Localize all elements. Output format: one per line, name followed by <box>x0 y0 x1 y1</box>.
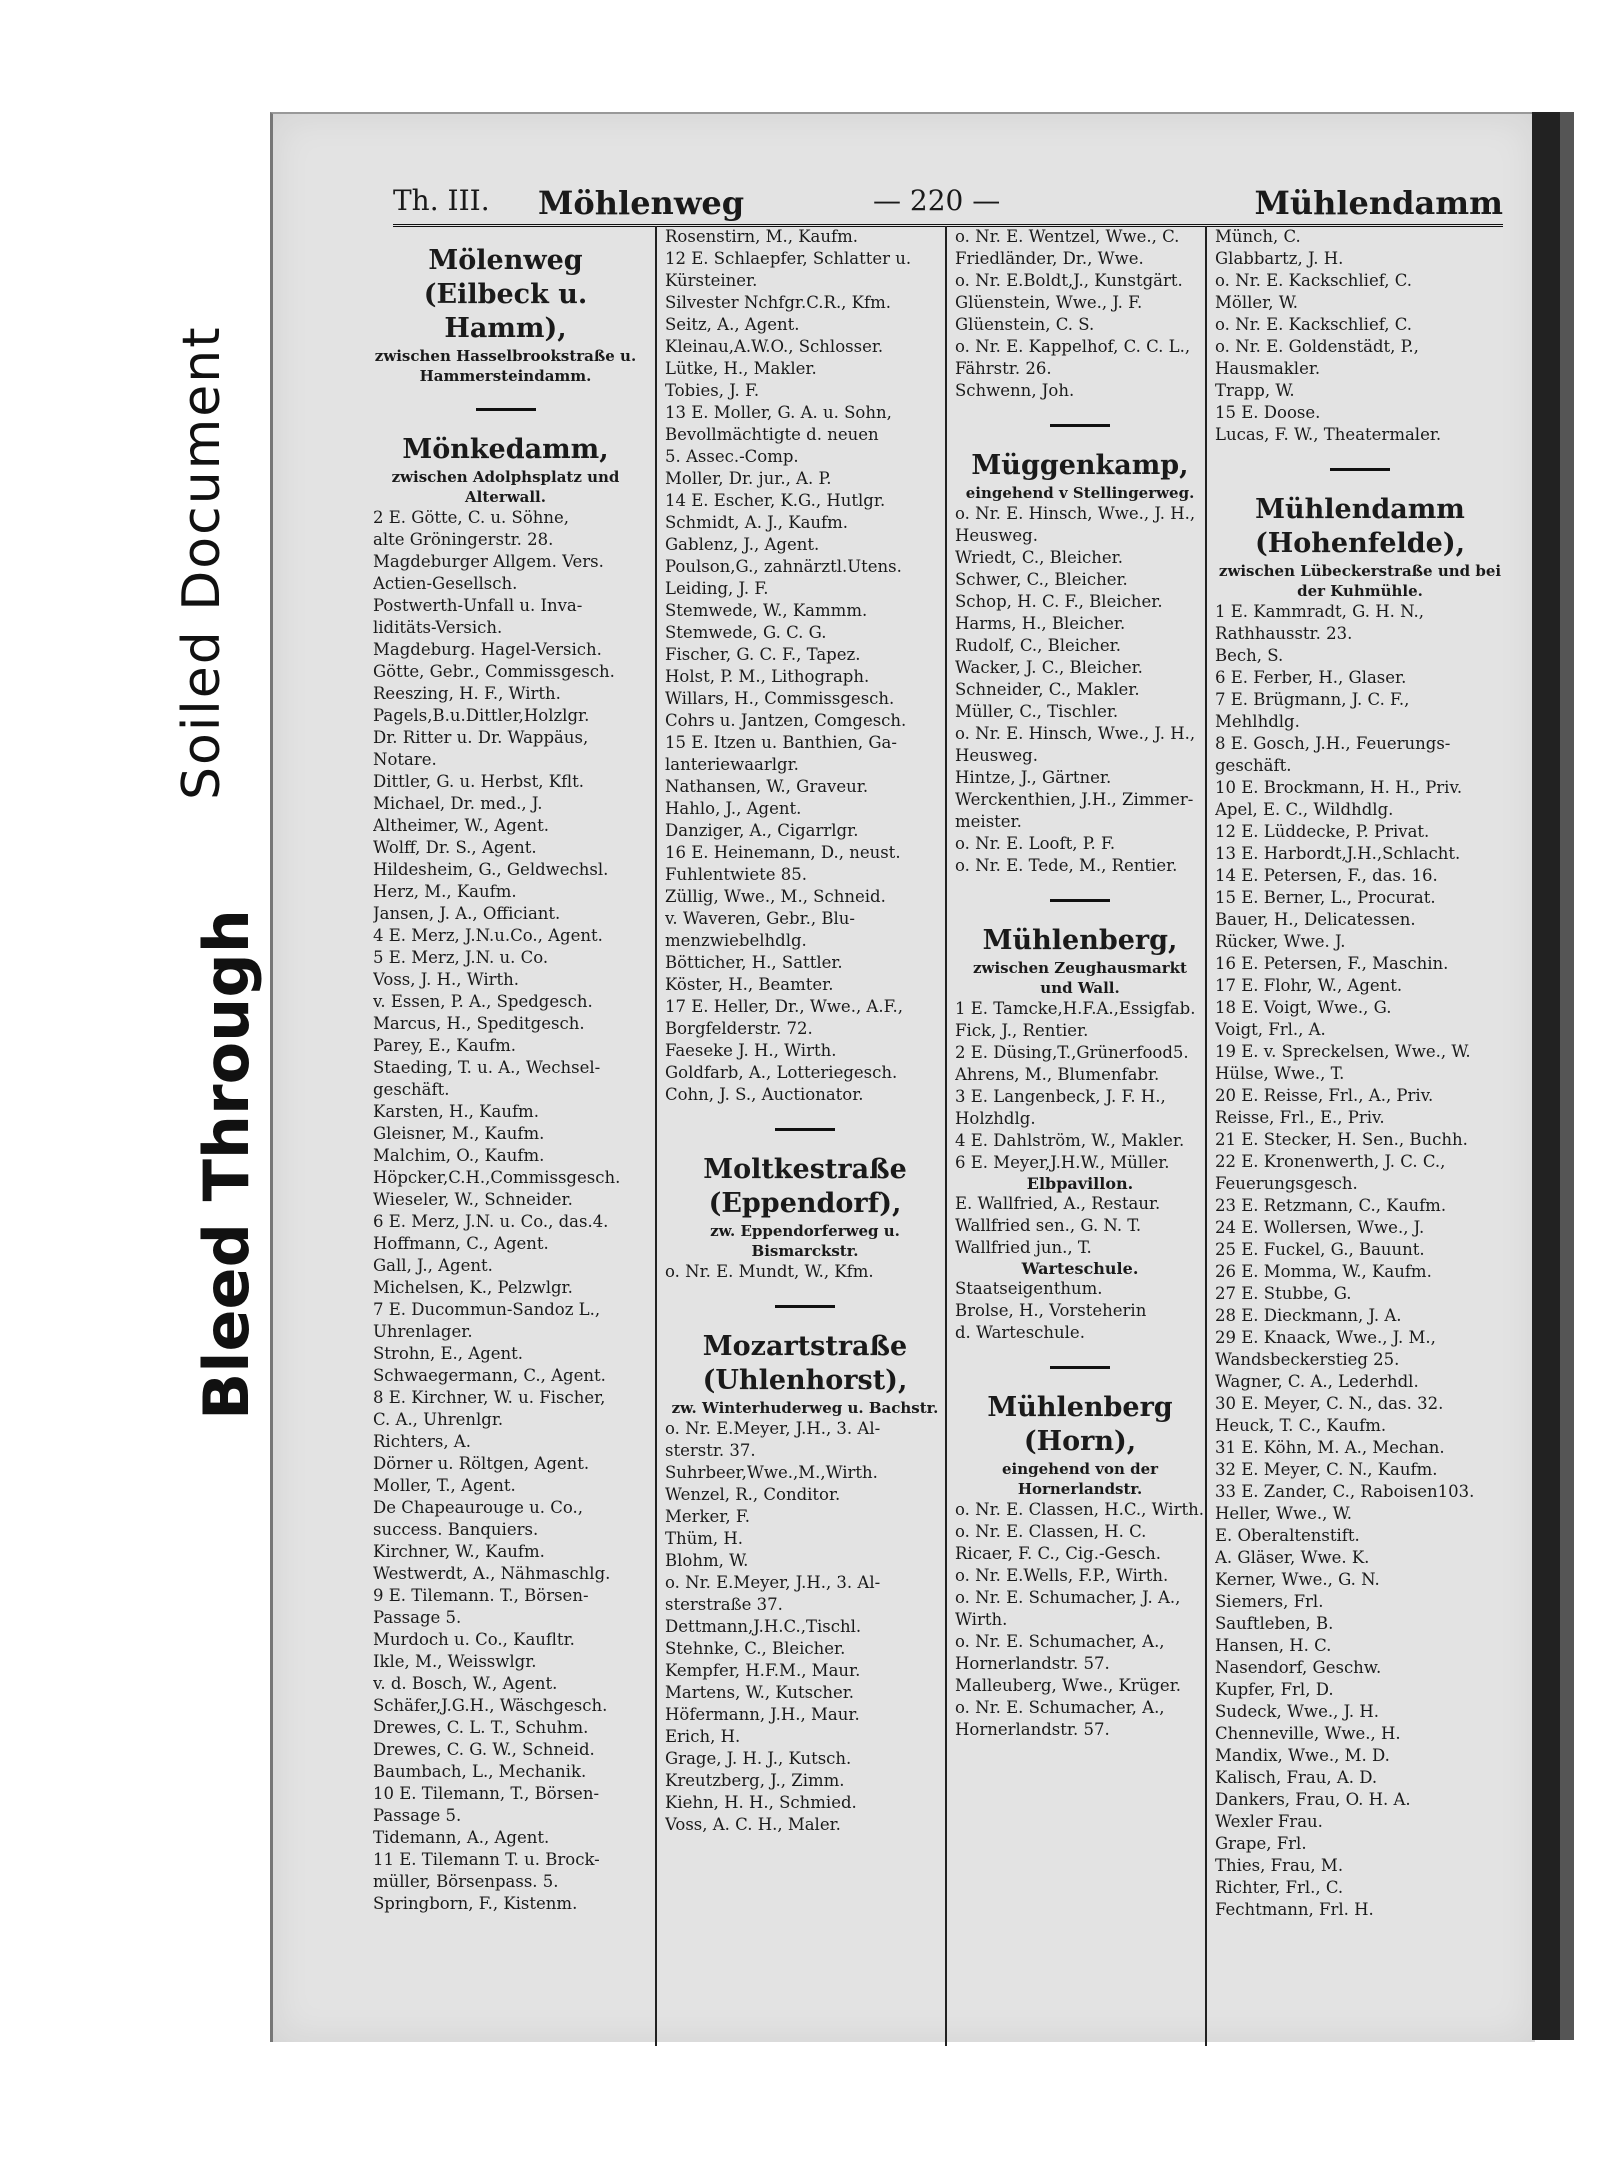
directory-entry: A. Gläser, Wwe. K. <box>1215 1548 1370 1567</box>
directory-entry: 6 E. Meyer,J.H.W., Müller. <box>955 1153 1170 1172</box>
directory-entry: v. Essen, P. A., Spedgesch. <box>373 992 593 1011</box>
directory-entry: Köster, H., Beamter. <box>665 975 834 994</box>
directory-entry: 6 E. Merz, J.N. u. Co., das.4. <box>373 1212 609 1231</box>
directory-entry: 8 E. Gosch, J.H., Feuerungs- <box>1215 734 1451 753</box>
directory-entry: Holst, P. M., Lithograph. <box>665 667 870 686</box>
directory-entry: Magdeburg. Hagel-Versich. <box>373 640 602 659</box>
directory-entry: Wallfried sen., G. N. T. <box>955 1216 1142 1235</box>
directory-entry: 2 E. Götte, C. u. Söhne, <box>373 508 570 527</box>
directory-entry: 16 E. Heinemann, D., neust. <box>665 843 901 862</box>
directory-entry: geschäft. <box>1215 756 1292 775</box>
directory-entry: Silvester Nchfgr.C.R., Kfm. <box>665 293 891 312</box>
directory-entry: Kirchner, W., Kaufm. <box>373 1542 545 1561</box>
directory-entry: o. Nr. E. Schumacher, A., <box>955 1698 1165 1717</box>
directory-entry: 9 E. Tilemann. T., Börsen- <box>373 1586 589 1605</box>
directory-entry: Nasendorf, Geschw. <box>1215 1658 1382 1677</box>
directory-entry: Fährstr. 26. <box>955 359 1052 378</box>
directory-entry: Altheimer, W., Agent. <box>373 816 550 835</box>
directory-entry: Mehlhdlg. <box>1215 712 1300 731</box>
directory-entry: Richter, Frl., C. <box>1215 1878 1344 1897</box>
directory-entry: Schwaegermann, C., Agent. <box>373 1366 606 1385</box>
directory-entry: Schop, H. C. F., Bleicher. <box>955 592 1163 611</box>
directory-entry: Wacker, J. C., Bleicher. <box>955 658 1143 677</box>
directory-entry: 4 E. Dahlström, W., Makler. <box>955 1131 1185 1150</box>
scan-edge-dark <box>1532 112 1560 2040</box>
directory-entry: v. d. Bosch, W., Agent. <box>373 1674 558 1693</box>
directory-entry: Züllig, Wwe., M., Schneid. <box>665 887 886 906</box>
street-heading: Mühlendamm (Hohenfelde), <box>1254 494 1465 559</box>
directory-entry: Gablenz, J., Agent. <box>665 535 820 554</box>
directory-entry: o. Nr. E. Goldenstädt, P., <box>1215 337 1419 356</box>
directory-entry: Wandsbeckerstieg 25. <box>1215 1350 1400 1369</box>
directory-entry: Kürsteiner. <box>665 271 758 290</box>
header-section: Th. III. <box>393 184 490 217</box>
directory-entry: Malchim, O., Kaufm. <box>373 1146 545 1165</box>
directory-entry: C. A., Uhrenlgr. <box>373 1410 504 1429</box>
directory-entry: Hoffmann, C., Agent. <box>373 1234 549 1253</box>
directory-entry: Apel, E. C., Wildhdlg. <box>1215 800 1394 819</box>
directory-entry: Gleisner, M., Kaufm. <box>373 1124 545 1143</box>
directory-entry: Dittler, G. u. Herbst, Kflt. <box>373 772 584 791</box>
directory-entry: müller, Börsenpass. 5. <box>373 1872 559 1891</box>
directory-entry: Hildesheim, G., Geldwechsl. <box>373 860 609 879</box>
directory-entry: 8 E. Kirchner, W. u. Fischer, <box>373 1388 606 1407</box>
street-heading: Moltkestraße (Eppendorf), <box>703 1154 907 1219</box>
header-right-street: Mühlendamm <box>1254 184 1503 222</box>
directory-entry: Schneider, C., Makler. <box>955 680 1140 699</box>
directory-entry: Ikle, M., Weisswlgr. <box>373 1652 537 1671</box>
directory-entry: v. Waveren, Gebr., Blu- <box>665 909 855 928</box>
directory-entry: Siemers, Frl. <box>1215 1592 1324 1611</box>
directory-entry: Uhrenlager. <box>373 1322 473 1341</box>
directory-entry: Parey, E., Kaufm. <box>373 1036 517 1055</box>
directory-entry: Wenzel, R., Conditor. <box>665 1485 841 1504</box>
directory-entry: Schäfer,J.G.H., Wäschgesch. <box>373 1696 608 1715</box>
directory-entry: o. Nr. E. Kackschlief, C. <box>1215 271 1413 290</box>
directory-entry: Stemwede, G. C. G. <box>665 623 827 642</box>
directory-entry: 31 E. Köhn, M. A., Mechan. <box>1215 1438 1445 1457</box>
directory-entry: Voigt, Frl., A. <box>1215 1020 1326 1039</box>
directory-entry: Jansen, J. A., Officiant. <box>373 904 561 923</box>
directory-entry: sterstraße 37. <box>665 1595 783 1614</box>
directory-entry: o. Nr. E. Hinsch, Wwe., J. H., <box>955 504 1196 523</box>
directory-entry: 16 E. Petersen, F., Maschin. <box>1215 954 1449 973</box>
directory-entry: d. Warteschule. <box>955 1323 1085 1342</box>
directory-entry: Magdeburger Allgem. Vers. <box>373 552 604 571</box>
directory-entry: Blohm, W. <box>665 1551 749 1570</box>
directory-entry: Kempfer, H.F.M., Maur. <box>665 1661 861 1680</box>
directory-entry: 24 E. Wollersen, Wwe., J. <box>1215 1218 1425 1237</box>
street-location: zwischen Hasselbrookstraße u. Hammersteindamm. <box>374 347 637 385</box>
directory-entry: Fechtmann, Frl. H. <box>1215 1900 1374 1919</box>
directory-entry: o. Nr. E.Wells, F.P., Wirth. <box>955 1566 1169 1585</box>
directory-entry: Heusweg. <box>955 746 1038 765</box>
directory-entry: Wriedt, C., Bleicher. <box>955 548 1123 567</box>
directory-entry: 7 E. Brügmann, J. C. F., <box>1215 690 1410 709</box>
directory-entry: Wexler Frau. <box>1215 1812 1323 1831</box>
directory-entry: Schwer, C., Bleicher. <box>955 570 1128 589</box>
directory-entry: Bech, S. <box>1215 646 1284 665</box>
directory-entry: Postwerth-Unfall u. Inva- <box>373 596 583 615</box>
directory-entry: 15 E. Berner, L., Procurat. <box>1215 888 1436 907</box>
directory-entry: meister. <box>955 812 1022 831</box>
directory-entry: Tidemann, A., Agent. <box>373 1828 550 1847</box>
directory-entry: 28 E. Dieckmann, J. A. <box>1215 1306 1402 1325</box>
directory-entry: o. Nr. E. Kappelhof, C. C. L., <box>955 337 1191 356</box>
directory-entry: Glüenstein, C. S. <box>955 315 1095 334</box>
directory-entry: Wallfried jun., T. <box>955 1238 1092 1257</box>
directory-entry: Grape, Frl. <box>1215 1834 1307 1853</box>
directory-entry: Suhrbeer,Wwe.,M.,Wirth. <box>665 1463 878 1482</box>
directory-entry: Kiehn, H. H., Schmied. <box>665 1793 857 1812</box>
soiled-document-label: Soiled Document <box>172 325 232 800</box>
directory-entry: 22 E. Kronenwerth, J. C. C., <box>1215 1152 1446 1171</box>
directory-entry: Martens, W., Kutscher. <box>665 1683 855 1702</box>
directory-entry: Baumbach, L., Mechanik. <box>373 1762 587 1781</box>
directory-entry: 17 E. Flohr, W., Agent. <box>1215 976 1403 995</box>
directory-entry: Gall, J., Agent. <box>373 1256 493 1275</box>
directory-entry: Fischer, G. C. F., Tapez. <box>665 645 861 664</box>
directory-entry: Springborn, F., Kistenm. <box>373 1894 578 1913</box>
directory-entry: Harms, H., Bleicher. <box>955 614 1126 633</box>
directory-entry: Lucas, F. W., Theatermaler. <box>1215 425 1442 444</box>
directory-entry: Hornerlandstr. 57. <box>955 1654 1110 1673</box>
directory-entry: Heusweg. <box>955 526 1038 545</box>
directory-entry: Höpcker,C.H.,Commissgesch. <box>373 1168 621 1187</box>
directory-entry: Michael, Dr. med., J. <box>373 794 543 813</box>
street-location: zw. Eppendorferweg u. Bismarckstr. <box>710 1222 900 1260</box>
directory-entry: Sudeck, Wwe., J. H. <box>1215 1702 1380 1721</box>
directory-entry: Chenneville, Wwe., H. <box>1215 1724 1401 1743</box>
street-location: eingehend von der Hornerlandstr. <box>1001 1460 1159 1498</box>
directory-entry: 5. Assec.-Comp. <box>665 447 799 466</box>
directory-entry: Cohrs u. Jantzen, Comgesch. <box>665 711 907 730</box>
directory-entry: Trapp, W. <box>1215 381 1295 400</box>
directory-entry: 5 E. Merz, J.N. u. Co. <box>373 948 549 967</box>
directory-entry: Murdoch u. Co., Kaufltr. <box>373 1630 575 1649</box>
directory-entry: Reeszing, H. F., Wirth. <box>373 684 561 703</box>
directory-entry: 3 E. Langenbeck, J. F. H., <box>955 1087 1166 1106</box>
directory-entry: Richters, A. <box>373 1432 471 1451</box>
directory-entry: Tobies, J. F. <box>665 381 760 400</box>
street-heading: Mühlenberg (Horn), <box>987 1392 1173 1457</box>
street-location: zwischen Lübeckerstraße und bei der Kuhmühle. <box>1218 562 1502 600</box>
directory-entry: 29 E. Knaack, Wwe., J. M., <box>1215 1328 1436 1347</box>
directory-entry: 2 E. Düsing,T.,Grünerfood5. <box>955 1043 1189 1062</box>
directory-entry: Drewes, C. L. T., Schuhm. <box>373 1718 589 1737</box>
directory-entry: Glabbartz, J. H. <box>1215 249 1344 268</box>
directory-entry: Hornerlandstr. 57. <box>955 1720 1110 1739</box>
directory-entry: Willars, H., Commissgesch. <box>665 689 895 708</box>
column-1 <box>373 226 638 2046</box>
directory-entry: Reisse, Frl., E., Priv. <box>1215 1108 1385 1127</box>
directory-entry: o. Nr. E. Mundt, W., Kfm. <box>665 1262 874 1281</box>
directory-entry: Hahlo, J., Agent. <box>665 799 802 818</box>
directory-entry: o. Nr. E. Schumacher, J. A., <box>955 1588 1181 1607</box>
directory-entry: 33 E. Zander, C., Raboisen103. <box>1215 1482 1475 1501</box>
directory-entry: Passage 5. <box>373 1806 462 1825</box>
street-location: zwischen Zeughausmarkt und Wall. <box>973 959 1187 997</box>
directory-entry: Goldfarb, A., Lotteriegesch. <box>665 1063 898 1082</box>
directory-entry: Fuhlentwiete 85. <box>665 865 808 884</box>
section-divider <box>1330 468 1390 471</box>
directory-entry: 13 E. Harbordt,J.H.,Schlacht. <box>1215 844 1461 863</box>
directory-entry: Hülse, Wwe., T. <box>1215 1064 1345 1083</box>
directory-entry: 30 E. Meyer, C. N., das. 32. <box>1215 1394 1444 1413</box>
directory-entry: lanteriewaarlgr. <box>665 755 799 774</box>
directory-entry: 7 E. Ducommun-Sandoz L., <box>373 1300 601 1319</box>
directory-entry: Heuck, T. C., Kaufm. <box>1215 1416 1387 1435</box>
directory-entry: 1 E. Kammradt, G. H. N., <box>1215 602 1424 621</box>
directory-entry: Grage, J. H. J., Kutsch. <box>665 1749 852 1768</box>
section-divider <box>775 1305 835 1308</box>
directory-entry: Nathansen, W., Graveur. <box>665 777 869 796</box>
directory-entry: o. Nr. E. Tede, M., Rentier. <box>955 856 1178 875</box>
directory-entry: Cohn, J. S., Auctionator. <box>665 1085 864 1104</box>
street-location: zw. Winterhuderweg u. Bachstr. <box>671 1399 939 1417</box>
section-divider <box>476 408 536 411</box>
directory-entry: Glüenstein, Wwe., J. F. <box>955 293 1143 312</box>
column-4 <box>1205 226 1505 2046</box>
directory-entry: Drewes, C. G. W., Schneid. <box>373 1740 595 1759</box>
directory-entry: Borgfelderstr. 72. <box>665 1019 813 1038</box>
directory-entry: o. Nr. E. Wentzel, Wwe., C. <box>955 227 1180 246</box>
section-divider <box>775 1128 835 1131</box>
directory-entry: Wolff, Dr. S., Agent. <box>373 838 537 857</box>
directory-entry: alte Gröningerstr. 28. <box>373 530 554 549</box>
directory-entry: Bauer, H., Delicatessen. <box>1215 910 1416 929</box>
directory-entry: Malleuberg, Wwe., Krüger. <box>955 1676 1182 1695</box>
directory-entry: Westwerdt, A., Nähmaschlg. <box>373 1564 611 1583</box>
column-2 <box>655 226 945 2046</box>
directory-entry: Bevollmächtigte d. neuen <box>665 425 879 444</box>
directory-entry: o. Nr. E. Looft, P. F. <box>955 834 1116 853</box>
directory-entry: 26 E. Momma, W., Kaufm. <box>1215 1262 1432 1281</box>
section-divider <box>1050 899 1110 902</box>
directory-entry: Staatseigenthum. <box>955 1279 1103 1298</box>
directory-entry: Schmidt, A. J., Kaufm. <box>665 513 849 532</box>
directory-entry: 21 E. Stecker, H. Sen., Buchh. <box>1215 1130 1468 1149</box>
directory-entry: Müller, C., Tischler. <box>955 702 1119 721</box>
directory-entry: Actien-Gesellsch. <box>373 574 518 593</box>
directory-entry: Feuerungsgesch. <box>1215 1174 1358 1193</box>
street-heading: Mölenweg (Eilbeck u. Hamm), <box>423 245 588 344</box>
directory-entry: Wirth. <box>955 1610 1008 1629</box>
directory-entry: Notare. <box>373 750 437 769</box>
directory-entry: Stemwede, W., Kammm. <box>665 601 868 620</box>
directory-entry: 12 E. Schlaepfer, Schlatter u. <box>665 249 912 268</box>
directory-entry: 19 E. v. Spreckelsen, Wwe., W. <box>1215 1042 1471 1061</box>
directory-entry: o. Nr. E. Kackschlief, C. <box>1215 315 1413 334</box>
directory-entry: Hintze, J., Gärtner. <box>955 768 1112 787</box>
directory-entry: Ahrens, M., Blumenfabr. <box>955 1065 1160 1084</box>
directory-page <box>270 112 1535 2042</box>
directory-entry: Ricaer, F. C., Cig.-Gesch. <box>955 1544 1162 1563</box>
directory-entry: Schwenn, Joh. <box>955 381 1075 400</box>
directory-entry: geschäft. <box>373 1080 450 1099</box>
directory-entry: Staeding, T. u. A., Wechsel- <box>373 1058 601 1077</box>
directory-entry: 10 E. Brockmann, H. H., Priv. <box>1215 778 1463 797</box>
directory-entry: Hansen, H. C. <box>1215 1636 1332 1655</box>
directory-entry: 23 E. Retzmann, C., Kaufm. <box>1215 1196 1447 1215</box>
directory-entry: 18 E. Voigt, Wwe., G. <box>1215 998 1392 1017</box>
directory-entry: Moller, Dr. jur., A. P. <box>665 469 832 488</box>
directory-entry: Wieseler, W., Schneider. <box>373 1190 573 1209</box>
directory-entry: Rathhausstr. 23. <box>1215 624 1353 643</box>
directory-entry: Merker, F. <box>665 1507 750 1526</box>
directory-entry: Möller, W. <box>1215 293 1299 312</box>
directory-entry: Moller, T., Agent. <box>373 1476 516 1495</box>
directory-entry: Thüm, H. <box>665 1529 744 1548</box>
directory-entry: 32 E. Meyer, C. N., Kaufm. <box>1215 1460 1438 1479</box>
directory-entry: Leiding, J. F. <box>665 579 769 598</box>
street-heading: Mozartstraße (Uhlenhorst), <box>702 1331 908 1396</box>
directory-entry: Heller, Wwe., W. <box>1215 1504 1352 1523</box>
directory-entry: 13 E. Moller, G. A. u. Sohn, <box>665 403 892 422</box>
directory-entry: Dankers, Frau, O. H. A. <box>1215 1790 1411 1809</box>
header-page-number: — 220 — <box>873 184 1001 217</box>
directory-entry: Kerner, Wwe., G. N. <box>1215 1570 1380 1589</box>
directory-entry: o. Nr. E. Classen, H.C., Wirth. <box>955 1500 1204 1519</box>
directory-entry: 14 E. Petersen, F., das. 16. <box>1215 866 1438 885</box>
directory-entry: o. Nr. E. Classen, H. C. <box>955 1522 1147 1541</box>
directory-entry: Passage 5. <box>373 1608 462 1627</box>
directory-entry: Mandix, Wwe., M. D. <box>1215 1746 1390 1765</box>
directory-entry: Höfermann, J.H., Maur. <box>665 1705 860 1724</box>
directory-entry: sterstr. 37. <box>665 1441 756 1460</box>
directory-entry: o. Nr. E.Boldt,J., Kunstgärt. <box>955 271 1183 290</box>
directory-entry: 25 E. Fuckel, G., Bauunt. <box>1215 1240 1425 1259</box>
directory-entry: Kalisch, Frau, A. D. <box>1215 1768 1378 1787</box>
directory-entry: Voss, J. H., Wirth. <box>373 970 520 989</box>
directory-entry: Faeseke J. H., Wirth. <box>665 1041 837 1060</box>
directory-entry: Rücker, Wwe. J. <box>1215 932 1346 951</box>
street-location: eingehend v Stellingerweg. <box>965 484 1195 502</box>
directory-entry: Götte, Gebr., Commissgesch. <box>373 662 615 681</box>
street-heading: Mönkedamm, <box>402 434 609 465</box>
directory-entry: Fick, J., Rentier. <box>955 1021 1089 1040</box>
directory-entry: Kupfer, Frl, D. <box>1215 1680 1334 1699</box>
directory-entry: Stehnke, C., Bleicher. <box>665 1639 846 1658</box>
directory-entry: Kreutzberg, J., Zimm. <box>665 1771 845 1790</box>
directory-entry: 17 E. Heller, Dr., Wwe., A.F., <box>665 997 903 1016</box>
sub-heading: Elbpavillon. <box>1026 1174 1134 1193</box>
directory-entry: Michelsen, K., Pelzwlgr. <box>373 1278 573 1297</box>
street-location: zwischen Adolphsplatz und Alterwall. <box>391 468 620 506</box>
directory-entry: 11 E. Tilemann T. u. Brock- <box>373 1850 600 1869</box>
directory-entry: Pagels,B.u.Dittler,Holzlgr. <box>373 706 590 725</box>
directory-entry: Karsten, H., Kaufm. <box>373 1102 539 1121</box>
directory-entry: Wagner, C. A., Lederhdl. <box>1215 1372 1419 1391</box>
sub-heading: Warteschule. <box>1021 1259 1139 1278</box>
directory-entry: success. Banquiers. <box>373 1520 539 1539</box>
directory-entry: Holzhdlg. <box>955 1109 1036 1128</box>
bleed-through-label: Bleed Through <box>190 909 263 1420</box>
directory-entry: Voss, A. C. H., Maler. <box>665 1815 841 1834</box>
directory-entry: Rosenstirn, M., Kaufm. <box>665 227 859 246</box>
directory-entry: De Chapeaurouge u. Co., <box>373 1498 584 1517</box>
header-left-street: Möhlenweg <box>538 184 745 222</box>
directory-entry: 12 E. Lüddecke, P. Privat. <box>1215 822 1430 841</box>
directory-entry: Sauftleben, B. <box>1215 1614 1334 1633</box>
directory-entry: Strohn, E., Agent. <box>373 1344 524 1363</box>
directory-entry: liditäts-Versich. <box>373 618 503 637</box>
directory-entry: Münch, C. <box>1215 227 1301 246</box>
directory-entry: 27 E. Stubbe, G. <box>1215 1284 1352 1303</box>
directory-entry: Thies, Frau, M. <box>1215 1856 1344 1875</box>
directory-entry: o. Nr. E. Schumacher, A., <box>955 1632 1165 1651</box>
directory-entry: 4 E. Merz, J.N.u.Co., Agent. <box>373 926 603 945</box>
section-divider <box>1050 1366 1110 1369</box>
directory-entry: 1 E. Tamcke,H.F.A.,Essigfab. <box>955 999 1196 1018</box>
directory-entry: Werckenthien, J.H., Zimmer- <box>955 790 1194 809</box>
directory-entry: Lütke, H., Makler. <box>665 359 817 378</box>
street-heading: Mühlenberg, <box>982 925 1178 956</box>
directory-entry: menzwiebelhdlg. <box>665 931 807 950</box>
directory-entry: Brolse, H., Vorsteherin <box>955 1301 1147 1320</box>
directory-entry: Danziger, A., Cigarrlgr. <box>665 821 859 840</box>
directory-entry: 20 E. Reisse, Frl., A., Priv. <box>1215 1086 1434 1105</box>
directory-entry: o. Nr. E. Hinsch, Wwe., J. H., <box>955 724 1196 743</box>
directory-entry: E. Oberaltenstift. <box>1215 1526 1360 1545</box>
section-divider <box>1050 424 1110 427</box>
street-heading: Müggenkamp, <box>971 450 1189 481</box>
directory-entry: o. Nr. E.Meyer, J.H., 3. Al- <box>665 1419 881 1438</box>
directory-entry: o. Nr. E.Meyer, J.H., 3. Al- <box>665 1573 881 1592</box>
directory-entry: Marcus, H., Speditgesch. <box>373 1014 585 1033</box>
directory-entry: Seitz, A., Agent. <box>665 315 800 334</box>
directory-entry: 15 E. Doose. <box>1215 403 1321 422</box>
directory-entry: 14 E. Escher, K.G., Hutlgr. <box>665 491 886 510</box>
directory-entry: Hausmakler. <box>1215 359 1321 378</box>
directory-entry: Erich, H. <box>665 1727 741 1746</box>
directory-entry: Bötticher, H., Sattler. <box>665 953 843 972</box>
directory-entry: 10 E. Tilemann, T., Börsen- <box>373 1784 600 1803</box>
directory-entry: Poulson,G., zahnärztl.Utens. <box>665 557 902 576</box>
directory-entry: Dörner u. Röltgen, Agent. <box>373 1454 590 1473</box>
scan-edge-gray <box>1560 112 1574 2040</box>
column-3 <box>945 226 1205 2046</box>
directory-entry: Herz, M., Kaufm. <box>373 882 517 901</box>
directory-entry: Friedländer, Dr., Wwe. <box>955 249 1144 268</box>
directory-entry: Dr. Ritter u. Dr. Wappäus, <box>373 728 589 747</box>
directory-entry: Rudolf, C., Bleicher. <box>955 636 1121 655</box>
directory-entry: Dettmann,J.H.C.,Tischl. <box>665 1617 862 1636</box>
directory-entry: Kleinau,A.W.O., Schlosser. <box>665 337 884 356</box>
page-header <box>393 174 1503 227</box>
directory-entry: 6 E. Ferber, H., Glaser. <box>1215 668 1407 687</box>
directory-entry: E. Wallfried, A., Restaur. <box>955 1194 1161 1213</box>
directory-entry: 15 E. Itzen u. Banthien, Ga- <box>665 733 897 752</box>
